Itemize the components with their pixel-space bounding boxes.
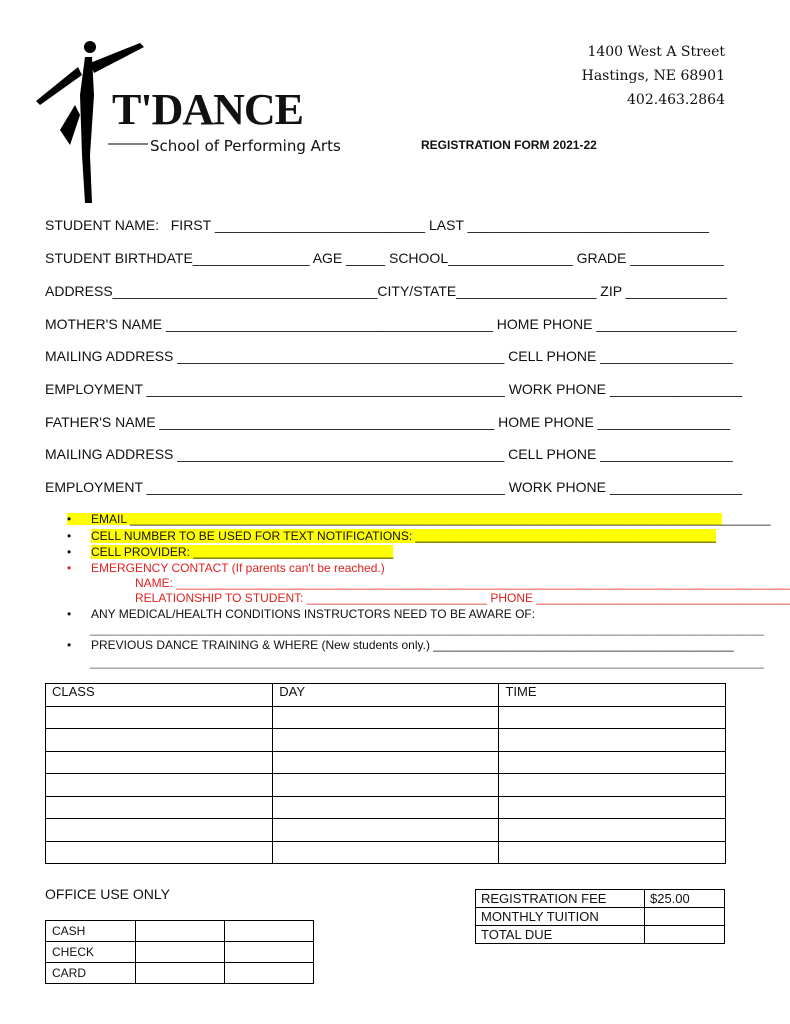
table-row	[46, 921, 314, 942]
monthly-tuition-value[interactable]	[645, 908, 725, 926]
mother-mailing-address-field[interactable]: MAILING ADDRESS __________________________________________ CELL PHONE _________________	[45, 348, 733, 364]
mothers-name-field[interactable]: MOTHER'S NAME __________________________________________ HOME PHONE __________________	[45, 316, 737, 332]
cell-provider-field[interactable]	[67, 546, 722, 558]
table-cell[interactable]	[499, 729, 726, 752]
table-cell[interactable]	[273, 796, 499, 819]
medical-conditions-label: ANY MEDICAL/HEALTH CONDITIONS INSTRUCTORS NEED TO BE AWARE OF:	[91, 607, 536, 621]
table-cell[interactable]	[46, 729, 273, 752]
father-employment-field[interactable]: EMPLOYMENT ______________________________________________ WORK PHONE _________________	[45, 479, 743, 495]
monthly-tuition-label: MONTHLY TUITION	[476, 908, 645, 926]
total-due-label: TOTAL DUE	[476, 926, 645, 944]
table-row	[46, 841, 726, 864]
table-row	[46, 963, 314, 984]
cell-text-label: CELL NUMBER TO BE USED FOR TEXT NOTIFICATIONS: _____________________________________________	[91, 529, 716, 543]
emergency-contact-label: EMERGENCY CONTACT (If parents can't be reached.)	[91, 561, 385, 575]
cell-text-field[interactable]	[67, 529, 716, 543]
bullet-icon: •	[67, 561, 72, 575]
previous-training-line[interactable]: _____________________________________________________________________________________________________	[90, 655, 765, 669]
table-cell[interactable]	[225, 942, 314, 963]
bullet-icon: •	[67, 607, 72, 621]
table-cell[interactable]	[499, 796, 726, 819]
father-mailing-address-field[interactable]: MAILING ADDRESS __________________________________________ CELL PHONE _________________	[45, 446, 733, 462]
table-cell[interactable]	[499, 706, 726, 729]
table-cell[interactable]	[225, 921, 314, 942]
table-row	[46, 819, 726, 842]
table-row	[476, 926, 725, 944]
table-cell[interactable]	[499, 841, 726, 864]
office-use-table	[45, 920, 314, 984]
table-row	[476, 890, 725, 908]
table-cell[interactable]	[46, 796, 273, 819]
form-title: REGISTRATION FORM 2021-22	[421, 138, 597, 152]
previous-training-field[interactable]	[67, 638, 734, 652]
student-birthdate-field[interactable]: STUDENT BIRTHDATE_______________ AGE _____ SCHOOL________________ GRADE ____________	[45, 250, 724, 266]
student-name-field[interactable]: STUDENT NAME: FIRST ___________________________ LAST _______________________________	[45, 217, 709, 233]
emergency-name-field[interactable]: NAME: ____________________________________________________________________________________________	[135, 576, 790, 590]
table-cell[interactable]	[273, 751, 499, 774]
table-header-row	[46, 684, 726, 707]
table-cell[interactable]	[46, 819, 273, 842]
table-row	[46, 706, 726, 729]
total-due-value[interactable]	[645, 926, 725, 944]
table-cell[interactable]	[136, 942, 225, 963]
medical-conditions-field[interactable]: _____________________________________________________________________________________________________	[90, 622, 765, 636]
table-cell[interactable]	[499, 819, 726, 842]
address-field[interactable]: ADDRESS__________________________________CITY/STATE__________________ ZIP _____________	[45, 283, 727, 299]
class-header: CLASS	[46, 684, 273, 707]
emergency-relationship-field[interactable]: RELATIONSHIP TO STUDENT: ___________________________ PHONE ______________________________________	[135, 591, 790, 605]
school-address	[582, 40, 725, 112]
office-use-label: OFFICE USE ONLY	[45, 886, 170, 902]
table-cell[interactable]	[273, 774, 499, 797]
address-phone: 402.463.2864	[627, 92, 725, 108]
email-label: EMAIL ________________________________________________________________________________________________	[91, 512, 771, 526]
bullet-icon: •	[67, 512, 72, 526]
class-schedule-table	[45, 683, 726, 864]
medical-conditions-heading	[67, 608, 722, 620]
payment-check-label: CHECK	[46, 942, 136, 963]
table-row	[46, 774, 726, 797]
time-header: TIME	[499, 684, 726, 707]
table-cell[interactable]	[46, 706, 273, 729]
payment-cash-label: CASH	[46, 921, 136, 942]
table-cell[interactable]	[499, 751, 726, 774]
table-cell[interactable]	[136, 963, 225, 984]
fathers-name-field[interactable]: FATHER'S NAME ___________________________________________ HOME PHONE _________________	[45, 414, 731, 430]
table-cell[interactable]	[46, 751, 273, 774]
emergency-contact-heading	[67, 562, 722, 574]
logo-subtitle: School of Performing Arts	[150, 137, 341, 155]
mother-employment-field[interactable]: EMPLOYMENT ______________________________________________ WORK PHONE _________________	[45, 381, 743, 397]
fees-table	[475, 889, 725, 944]
table-cell[interactable]	[273, 819, 499, 842]
table-cell[interactable]	[273, 841, 499, 864]
table-cell[interactable]	[136, 921, 225, 942]
registration-fee-label: REGISTRATION FEE	[476, 890, 645, 908]
table-cell[interactable]	[499, 774, 726, 797]
table-row	[46, 751, 726, 774]
cell-provider-label: CELL PROVIDER: ______________________________	[91, 545, 394, 559]
registration-fee-value: $25.00	[645, 890, 725, 908]
address-city: Hastings, NE 68901	[581, 68, 725, 84]
bullet-icon: •	[67, 545, 72, 559]
table-row	[476, 908, 725, 926]
table-cell[interactable]	[273, 729, 499, 752]
table-row	[46, 942, 314, 963]
logo-title: T'DANCE	[112, 85, 304, 134]
table-cell[interactable]	[225, 963, 314, 984]
address-street: 1400 West A Street	[587, 44, 725, 60]
payment-card-label: CARD	[46, 963, 136, 984]
bullet-icon: •	[67, 529, 72, 543]
table-row	[46, 729, 726, 752]
bullet-icon: •	[67, 638, 72, 652]
day-header: DAY	[273, 684, 499, 707]
previous-training-label: PREVIOUS DANCE TRAINING & WHERE (New students only.) _____________________________________________	[91, 638, 734, 652]
table-row	[46, 796, 726, 819]
table-cell[interactable]	[46, 774, 273, 797]
table-cell[interactable]	[46, 841, 273, 864]
email-field[interactable]	[67, 512, 771, 526]
table-cell[interactable]	[273, 706, 499, 729]
